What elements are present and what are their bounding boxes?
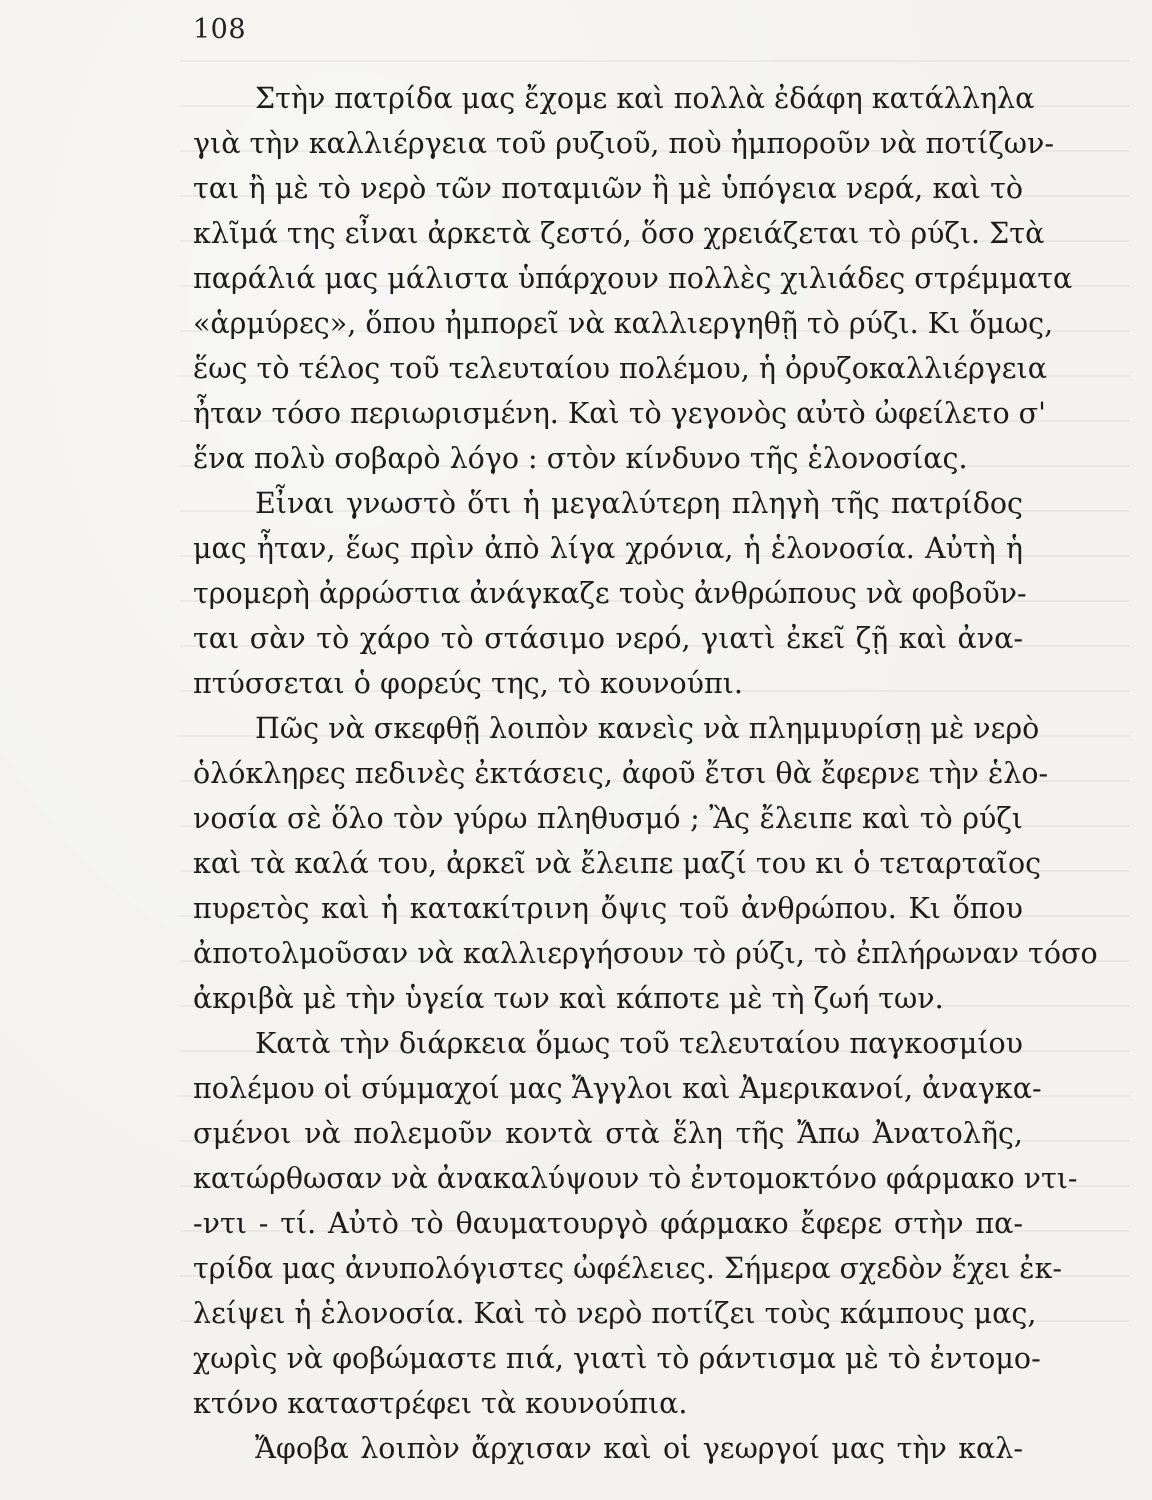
text-line-26: -ντι - τί. Αὐτὸ τὸ θαυματουργὸ φάρμακο ἔφερε στὴν πα-	[193, 1207, 1023, 1240]
text-line-21: ἀκριβὰ μὲ τὴν ὑγεία των καὶ κάποτε μὲ τὴ ζωή των.	[193, 982, 944, 1015]
text-line-15: Πῶς νὰ σκεφθῇ λοιπὸν κανεὶς νὰ πλημμυρίσῃ μὲ νερὸ	[255, 712, 1040, 745]
text-line-13: ται σὰν τὸ χάρο τὸ στάσιμο νερό, γιατὶ ἐκεῖ ζῇ καὶ ἀνα-	[193, 622, 1023, 655]
text-line-17: νοσία σὲ ὅλο τὸν γύρω πληθυσμό ; Ἂς ἔλειπε καὶ τὸ ρύζι	[193, 802, 1023, 835]
text-line-29: χωρὶς νὰ φοβώμαστε πιά, γιατὶ τὸ ράντισμα μὲ τὸ ἐντομο-	[193, 1342, 1041, 1375]
text-line-27: τρίδα μας ἀνυπολόγιστες ὠφέλειες. Σήμερα σχεδὸν ἔχει ἐκ-	[193, 1252, 1063, 1285]
text-line-4: κλῖμά της εἶναι ἀρκετὰ ζεστό, ὅσο χρειάζεται τὸ ρύζι. Στὰ	[193, 217, 1045, 250]
text-line-16: ὁλόκληρες πεδινὲς ἐκτάσεις, ἀφοῦ ἔτσι θὰ ἔφερνε τὴν ἑλο-	[193, 757, 1049, 790]
text-line-10: Εἶναι γνωστὸ ὅτι ἡ μεγαλύτερη πληγὴ τῆς πατρίδος	[255, 487, 1023, 520]
text-line-11: μας ἦταν, ἕως πρὶν ἀπὸ λίγα χρόνια, ἡ ἑλονοσία. Αὐτὴ ἡ	[193, 532, 1023, 565]
text-line-19: πυρετὸς καὶ ἡ κατακίτρινη ὄψις τοῦ ἀνθρώπου. Κι ὅπου	[193, 892, 1023, 925]
text-line-18: καὶ τὰ καλά του, ἀρκεῖ νὰ ἔλειπε μαζί του κι ὁ τεταρταῖος	[193, 847, 1042, 880]
text-line-14: πτύσσεται ὁ φορεύς της, τὸ κουνούπι.	[193, 667, 743, 700]
text-line-8: ἦταν τόσο περιωρισμένη. Καὶ τὸ γεγονὸς αὐτὸ ὠφείλετο σ'	[193, 397, 1046, 430]
text-line-3: ται ἢ μὲ τὸ νερὸ τῶν ποταμιῶν ἢ μὲ ὑπόγεια νερά, καὶ τὸ	[193, 172, 1023, 205]
text-line-2: γιὰ τὴν καλλιέργεια τοῦ ρυζιοῦ, ποὺ ἠμποροῦν νὰ ποτίζων-	[193, 127, 1054, 160]
text-line-5: παράλιά μας μάλιστα ὑπάρχουν πολλὲς χιλιάδες στρέμματα	[193, 262, 1073, 295]
text-line-12: τρομερὴ ἀρρώστια ἀνάγκαζε τοὺς ἀνθρώπους νὰ φοβοῦν-	[193, 577, 1027, 610]
text-line-28: λείψει ἡ ἑλονοσία. Καὶ τὸ νερὸ ποτίζει τοὺς κάμπους μας,	[193, 1297, 1037, 1330]
page-number: 108	[193, 14, 247, 45]
text-line-25: κατώρθωσαν νὰ ἀνακαλύψουν τὸ ἐντομοκτόνο φάρμακο ντι-	[193, 1162, 1078, 1195]
text-line-20: ἀποτολμοῦσαν νὰ καλλιεργήσουν τὸ ρύζι, τὸ ἐπλήρωναν τόσο	[193, 937, 1098, 970]
text-line-31: Ἄφοβα λοιπὸν ἄρχισαν καὶ οἱ γεωργοί μας τὴν καλ-	[255, 1432, 1023, 1465]
text-line-23: πολέμου οἱ σύμμαχοί μας Ἄγγλοι καὶ Ἀμερικανοί, ἀναγκα-	[193, 1072, 1042, 1105]
text-line-24: σμένοι νὰ πολεμοῦν κοντὰ στὰ ἕλη τῆς Ἄπω Ἀνατολῆς,	[193, 1117, 1023, 1150]
text-line-22: Κατὰ τὴν διάρκεια ὅμως τοῦ τελευταίου παγκοσμίου	[255, 1027, 1023, 1060]
text-line-1: Στὴν πατρίδα μας ἔχομε καὶ πολλὰ ἐδάφη κατάλληλα	[255, 82, 1035, 115]
text-line-6: «ἁρμύρες», ὅπου ἠμπορεῖ νὰ καλλιεργηθῇ τὸ ρύζι. Κι ὅμως,	[193, 307, 1054, 340]
text-line-30: κτόνο καταστρέφει τὰ κουνούπια.	[193, 1387, 688, 1420]
text-line-9: ἕνα πολὺ σοβαρὸ λόγο : στὸν κίνδυνο τῆς ἑλονοσίας.	[193, 442, 968, 475]
body-text	[193, 76, 1098, 1471]
text-line-7: ἕως τὸ τέλος τοῦ τελευταίου πολέμου, ἡ ὀρυζοκαλλιέργεια	[193, 352, 1047, 385]
